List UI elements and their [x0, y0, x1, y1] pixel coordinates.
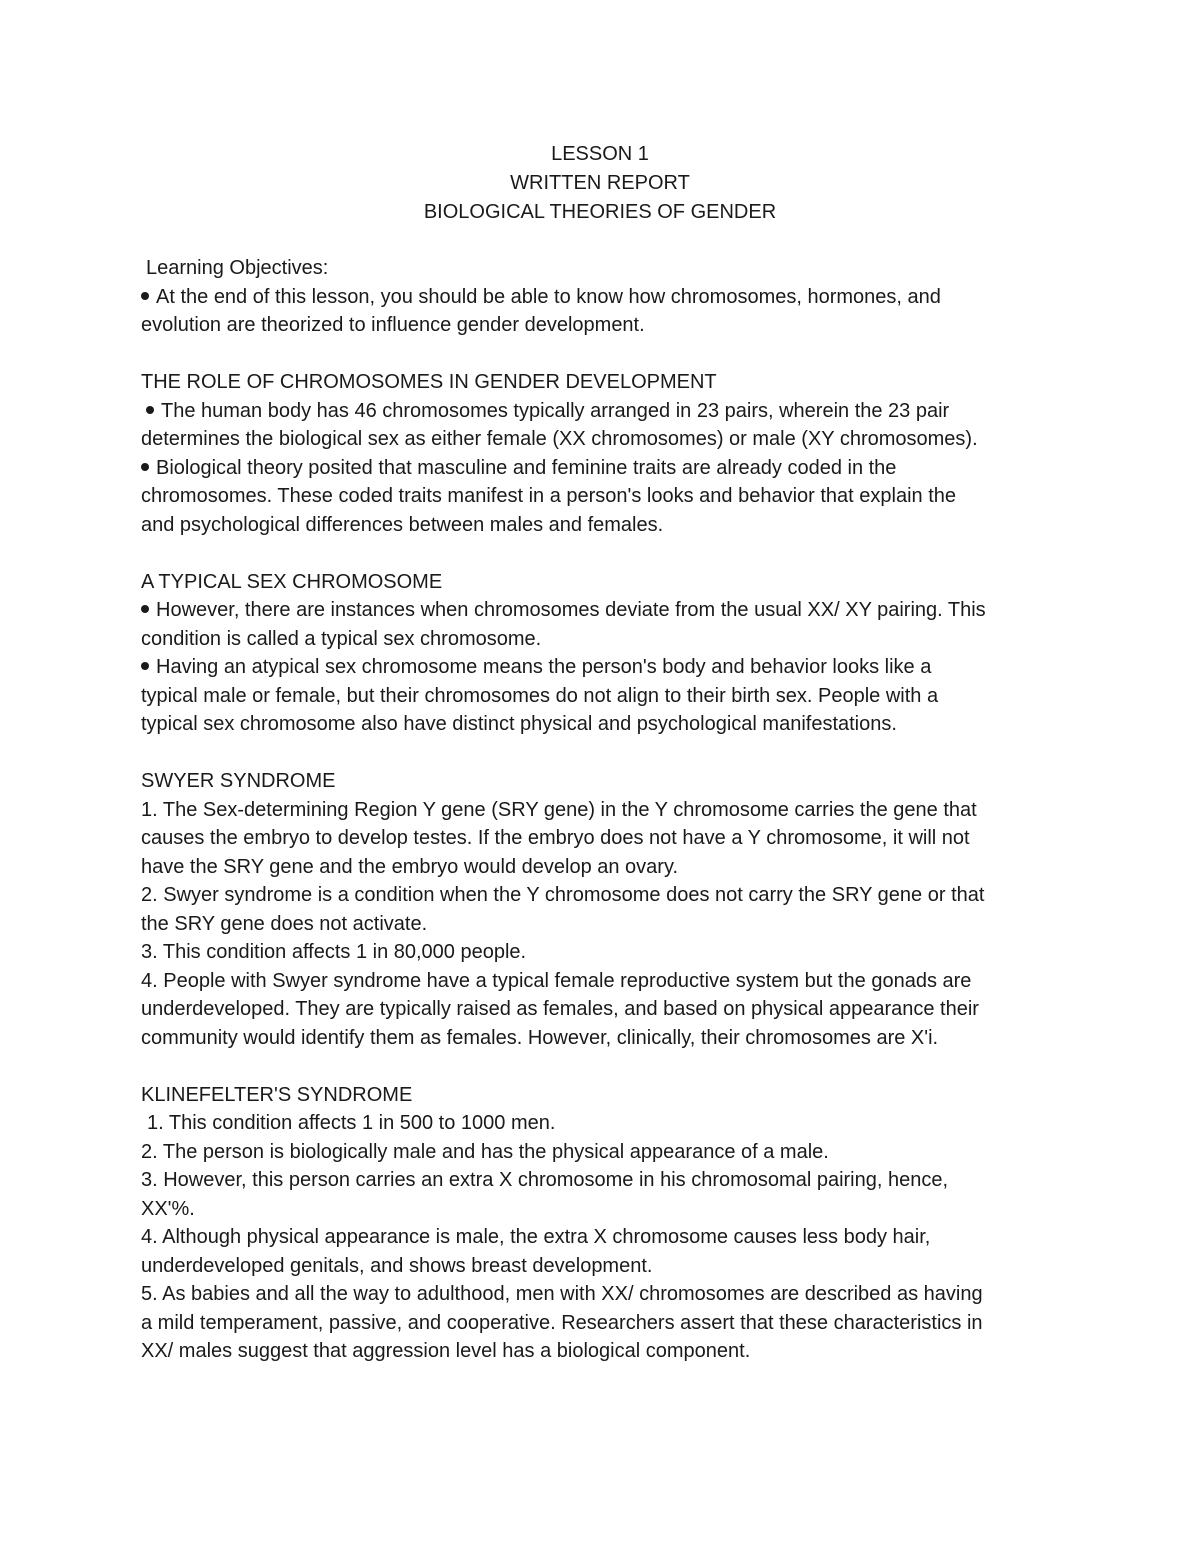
list-item-line: 4. Although physical appearance is male, the extra X chromosome causes less body hair, [141, 1226, 931, 1248]
document-title-block [0, 140, 1200, 227]
list-item-line: XX'%. [141, 1197, 195, 1220]
list-item-line: 1. This condition affects 1 in 500 to 1000 men. [147, 1112, 556, 1134]
paragraph-text: Having an atypical sex chromosome means the person's body and behavior looks like a [156, 656, 932, 678]
paragraph-text: However, there are instances when chromosomes deviate from the usual XX/ XY pairing. This [156, 599, 986, 621]
bullet-icon [141, 292, 149, 300]
list-item-line: causes the embryo to develop testes. If the embryo does not have a Y chromosome, it will not [141, 827, 970, 849]
list-item-line: 1. The Sex-determining Region Y gene (SRY gene) in the Y chromosome carries the gene that [141, 798, 977, 821]
list-item-line: 3. This condition affects 1 in 80,000 people. [141, 941, 527, 963]
paragraph-text: Biological theory posited that masculine and feminine traits are already coded in the [156, 456, 897, 479]
section-heading-swyer-syndrome: SWYER SYNDROME [141, 770, 336, 792]
list-item-line: underdeveloped genitals, and shows breast development. [141, 1254, 653, 1277]
chromosomes-bullet-line [141, 397, 1071, 426]
section-heading-typical-sex-chromosome: A TYPICAL SEX CHROMOSOME [141, 570, 443, 593]
paragraph-line: chromosomes. These coded traits manifest in a person's looks and behavior that explain the [141, 485, 957, 507]
bullet-icon [141, 463, 149, 471]
list-item-line: have the SRY gene and the embryo would develop an ovary. [141, 855, 679, 878]
report-type: WRITTEN REPORT [510, 172, 690, 194]
list-item-line: a mild temperament, passive, and cooperative. Researchers assert that these characteristics in [141, 1311, 983, 1334]
list-item-line: 2. Swyer syndrome is a condition when the Y chromosome does not carry the SRY gene or that [141, 884, 985, 906]
typical-bullet-line [141, 596, 1071, 625]
section-heading-klinefelter-syndrome: KLINEFELTER'S SYNDROME [141, 1083, 413, 1106]
objectives-bullet-line [141, 283, 1071, 312]
paragraph-line: condition is called a typical sex chromosome. [141, 627, 542, 650]
objectives-text-line: evolution are theorized to influence gender development. [141, 314, 645, 336]
paragraph-line: typical male or female, but their chromosomes do not align to their birth sex. People with a [141, 684, 939, 707]
list-item-line: underdeveloped. They are typically raised as females, and based on physical appearance their [141, 998, 979, 1020]
objectives-heading: Learning Objectives: [146, 257, 329, 279]
report-title: BIOLOGICAL THEORIES OF GENDER [423, 201, 777, 223]
chromosomes-bullet-line [141, 454, 1071, 483]
paragraph-line: typical sex chromosome also have distinct physical and psychological manifestations. [141, 713, 897, 735]
paragraph-line: determines the biological sex as either female (XX chromosomes) or male (XY chromosomes). [141, 428, 978, 450]
list-item-line: community would identify them as females. However, clinically, their chromosomes are X'i. [141, 1026, 939, 1049]
bullet-icon [146, 406, 154, 414]
list-item-line: XX/ males suggest that aggression level has a biological component. [141, 1340, 751, 1362]
paragraph-line: and psychological differences between males and females. [141, 513, 664, 536]
list-item-line: 4. People with Swyer syndrome have a typical female reproductive system but the gonads are [141, 969, 972, 992]
bullet-icon [141, 605, 149, 613]
section-heading-chromosomes: THE ROLE OF CHROMOSOMES IN GENDER DEVELOPMENT [141, 371, 717, 393]
list-item-line: 5. As babies and all the way to adulthood, men with XX/ chromosomes are described as having [141, 1283, 983, 1305]
paragraph-text: The human body has 46 chromosomes typically arranged in 23 pairs, wherein the 23 pair [161, 399, 950, 422]
list-item-line: the SRY gene does not activate. [141, 912, 428, 935]
list-item-line: 3. However, this person carries an extra X chromosome in his chromosomal pairing, hence, [141, 1169, 949, 1191]
list-item-line: 2. The person is biologically male and has the physical appearance of a male. [141, 1140, 829, 1163]
document-body [141, 254, 1071, 1366]
bullet-icon [141, 662, 149, 670]
objective-text: At the end of this lesson, you should be able to know how chromosomes, hormones, and [156, 285, 941, 308]
typical-bullet-line [141, 653, 1071, 682]
lesson-number: LESSON 1 [551, 143, 649, 165]
